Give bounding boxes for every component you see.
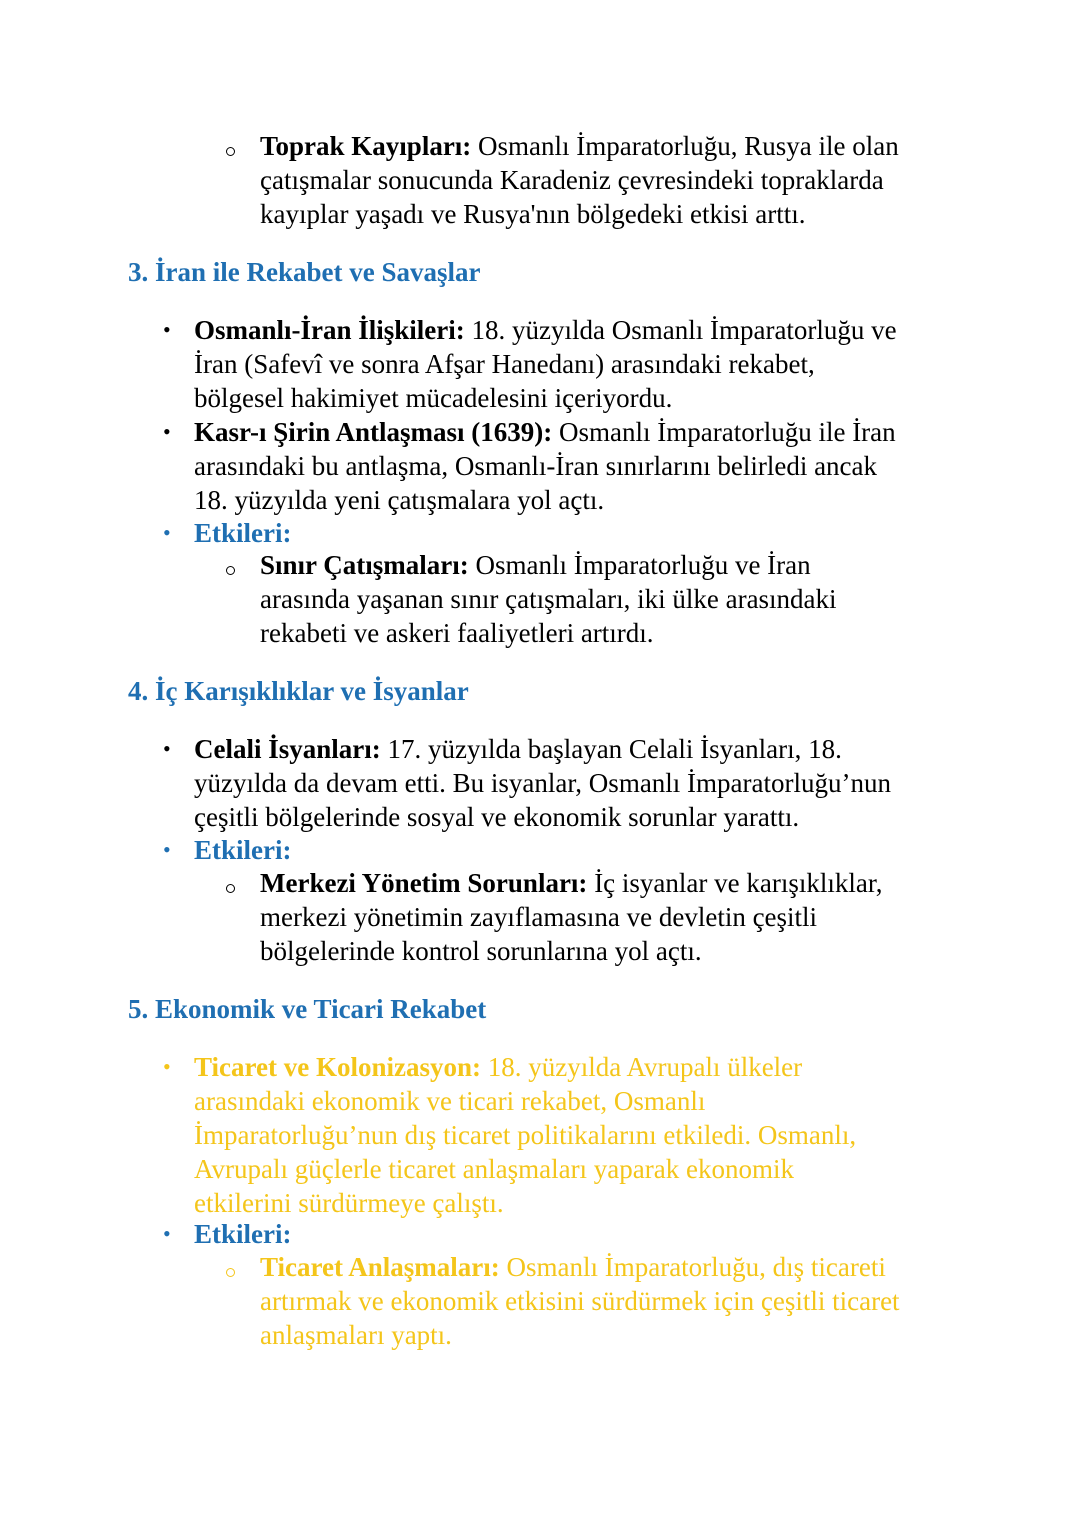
top-item-label: Toprak Kayıpları: bbox=[260, 131, 472, 161]
bullet-icon: • bbox=[163, 317, 171, 342]
s5-item1-line-2: arasındaki ekonomik ve ticari rekabet, Osmanlı bbox=[194, 1086, 706, 1116]
top-item-line-2: çatışmalar sonucunda Karadeniz çevresindeki topraklarda bbox=[260, 165, 884, 195]
section-5-heading: 5. Ekonomik ve Ticari Rekabet bbox=[128, 994, 487, 1024]
bullet-icon: • bbox=[163, 1221, 171, 1246]
sub-bullet-icon bbox=[226, 1268, 235, 1277]
s4-sub-line-2: merkezi yönetimin zayıflamasına ve devletin çeşitli bbox=[260, 902, 818, 932]
s5-item1-line-1 bbox=[194, 1050, 802, 1084]
top-item-line-1 bbox=[260, 129, 899, 163]
s3-sub-text: Osmanlı İmparatorluğu ve İran bbox=[475, 550, 811, 580]
bullet-icon: • bbox=[163, 419, 171, 444]
top-item-line-3: kayıplar yaşadı ve Rusya'nın bölgedeki etkisi arttı. bbox=[260, 199, 806, 229]
s5-item1-line-5: etkilerini sürdürmeye çalıştı. bbox=[194, 1188, 504, 1218]
bullet-icon: • bbox=[163, 837, 171, 862]
s5-sub-line-2: artırmak ve ekonomik etkisini sürdürmek için çeşitli ticaret bbox=[260, 1286, 900, 1316]
s3-item2-label: Kasr-ı Şirin Antlaşması (1639): bbox=[194, 417, 553, 447]
sub-bullet-icon bbox=[226, 884, 235, 893]
bullet-icon: • bbox=[163, 1054, 171, 1079]
s4-item1-text: 17. yüzyılda başlayan Celali İsyanları, 18. bbox=[387, 734, 842, 764]
s3-sub-line-2: arasında yaşanan sınır çatışmaları, iki ülke arasındaki bbox=[260, 584, 837, 614]
s5-sub-label: Ticaret Anlaşmaları: bbox=[260, 1252, 500, 1282]
s4-effects-label: Etkileri: bbox=[194, 835, 292, 865]
s3-item2-line-1 bbox=[194, 415, 896, 449]
s3-sub-label: Sınır Çatışmaları: bbox=[260, 550, 469, 580]
bullet-icon: • bbox=[163, 520, 171, 545]
s5-effects-label: Etkileri: bbox=[194, 1219, 292, 1249]
s3-sub-line-3: rekabeti ve askeri faaliyetleri artırdı. bbox=[260, 618, 654, 648]
s4-item1-line-3: çeşitli bölgelerinde sosyal ve ekonomik sorunlar yarattı. bbox=[194, 802, 800, 832]
s4-sub-line-3: bölgelerinde kontrol sorunlarına yol açtı. bbox=[260, 936, 702, 966]
s3-item2-line-2: arasındaki bu antlaşma, Osmanlı-İran sınırlarını belirledi ancak bbox=[194, 451, 878, 481]
s4-sub-label: Merkezi Yönetim Sorunları: bbox=[260, 868, 588, 898]
s5-sub-line-3: anlaşmaları yaptı. bbox=[260, 1320, 452, 1350]
s4-item1-line-2: yüzyılda da devam etti. Bu isyanlar, Osmanlı İmparatorluğu’nun bbox=[194, 768, 891, 798]
s3-item2-text: Osmanlı İmparatorluğu ile İran bbox=[559, 417, 896, 447]
s5-sub-line-1 bbox=[260, 1250, 886, 1284]
s4-item1-line-1 bbox=[194, 732, 842, 766]
s3-sub-line-1 bbox=[260, 548, 811, 582]
s4-sub-text: İç isyanlar ve karışıklıklar, bbox=[594, 868, 883, 898]
s3-item1-line-2: İran (Safevî ve sonra Afşar Hanedanı) arasındaki rekabet, bbox=[194, 349, 815, 379]
section-4-heading: 4. İç Karışıklıklar ve İsyanlar bbox=[128, 676, 469, 706]
s5-item1-label: Ticaret ve Kolonizasyon: bbox=[194, 1052, 481, 1082]
bullet-icon: • bbox=[163, 736, 171, 761]
s3-item1-text: 18. yüzyılda Osmanlı İmparatorluğu ve bbox=[471, 315, 897, 345]
s3-effects-label: Etkileri: bbox=[194, 518, 292, 548]
sub-bullet-icon bbox=[226, 147, 235, 156]
s3-item1-line-1 bbox=[194, 313, 897, 347]
s3-item1-label: Osmanlı-İran İlişkileri: bbox=[194, 315, 465, 345]
s3-item2-line-3: 18. yüzyılda yeni çatışmalara yol açtı. bbox=[194, 485, 605, 515]
s4-item1-label: Celali İsyanları: bbox=[194, 734, 381, 764]
top-item-text: Osmanlı İmparatorluğu, Rusya ile olan bbox=[478, 131, 899, 161]
section-3-heading: 3. İran ile Rekabet ve Savaşlar bbox=[128, 257, 481, 287]
sub-bullet-icon bbox=[226, 566, 235, 575]
s5-item1-line-3: İmparatorluğu’nun dış ticaret politikalarını etkiledi. Osmanlı, bbox=[194, 1120, 857, 1150]
s4-sub-line-1 bbox=[260, 866, 883, 900]
s5-sub-text: Osmanlı İmparatorluğu, dış ticareti bbox=[506, 1252, 886, 1282]
s5-item1-text: 18. yüzyılda Avrupalı ülkeler bbox=[487, 1052, 803, 1082]
s3-item1-line-3: bölgesel hakimiyet mücadelesini içeriyordu. bbox=[194, 383, 673, 413]
s5-item1-line-4: Avrupalı güçlerle ticaret anlaşmaları yaparak ekonomik bbox=[194, 1154, 794, 1184]
